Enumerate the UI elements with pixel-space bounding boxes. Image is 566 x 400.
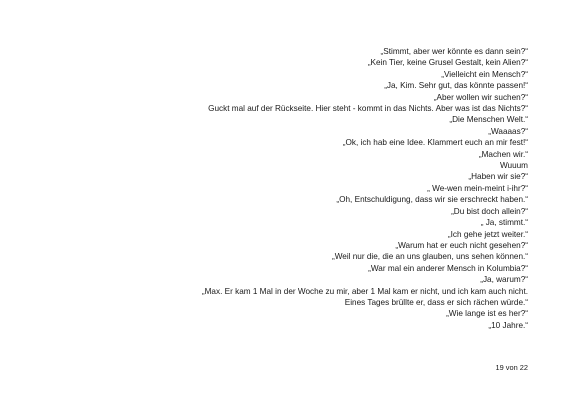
text-line: „Ja, warum?“ [480,275,528,285]
dialogue-text [88,46,528,331]
text-line: „War mal ein anderer Mensch in Kolumbia?“ [368,263,528,273]
text-line: „ Ja, stimmt.“ [480,218,528,228]
text-line: „Weil nur die, die an uns glauben, uns sehen können.“ [331,252,528,262]
page-number: 19 von 22 [495,363,528,372]
text-line: „Waaaas?“ [488,126,528,136]
text-line: „Ich gehe jetzt weiter.“ [447,229,528,239]
text-line: „Ja, Kim. Sehr gut, das könnte passen!“ [384,81,528,91]
text-line: „Warum hat er euch nicht gesehen?“ [395,240,528,250]
text-line: „Ok, ich hab eine Idee. Klammert euch an mir fest!“ [342,138,528,148]
text-line: Guckt mal auf der Rückseite. Hier steht - kommt in das Nichts. Aber was ist das Nichts?“ [208,104,528,114]
text-line: Wuuum [499,161,528,171]
text-line: „Aber wollen wir suchen?“ [433,92,528,102]
text-line: Eines Tages brüllte er, dass er sich rächen würde.“ [344,297,528,307]
text-line: „Wie lange ist es her?“ [446,309,528,319]
text-line: „Oh, Entschuldigung, dass wir sie erschreckt haben.“ [336,195,528,205]
text-line: „Haben wir sie?“ [468,172,528,182]
text-line: „Kein Tier, keine Grusel Gestalt, kein Alien?“ [367,58,528,68]
text-line: „Du bist doch allein?“ [451,206,528,216]
text-line: „Machen wir.“ [478,149,528,159]
text-line: „10 Jahre.“ [488,320,528,330]
text-line: „Stimmt, aber wer könnte es dann sein?“ [380,47,528,56]
text-line: „ We-wen mein-meint i-ihr?“ [427,183,528,193]
text-line: „Max. Er kam 1 Mal in der Woche zu mir, aber 1 Mal kam er nicht, und ich kam auch nicht. [201,286,528,296]
text-line: „Vielleicht ein Mensch?“ [441,69,528,79]
text-line: „Die Menschen Welt.“ [449,115,528,125]
